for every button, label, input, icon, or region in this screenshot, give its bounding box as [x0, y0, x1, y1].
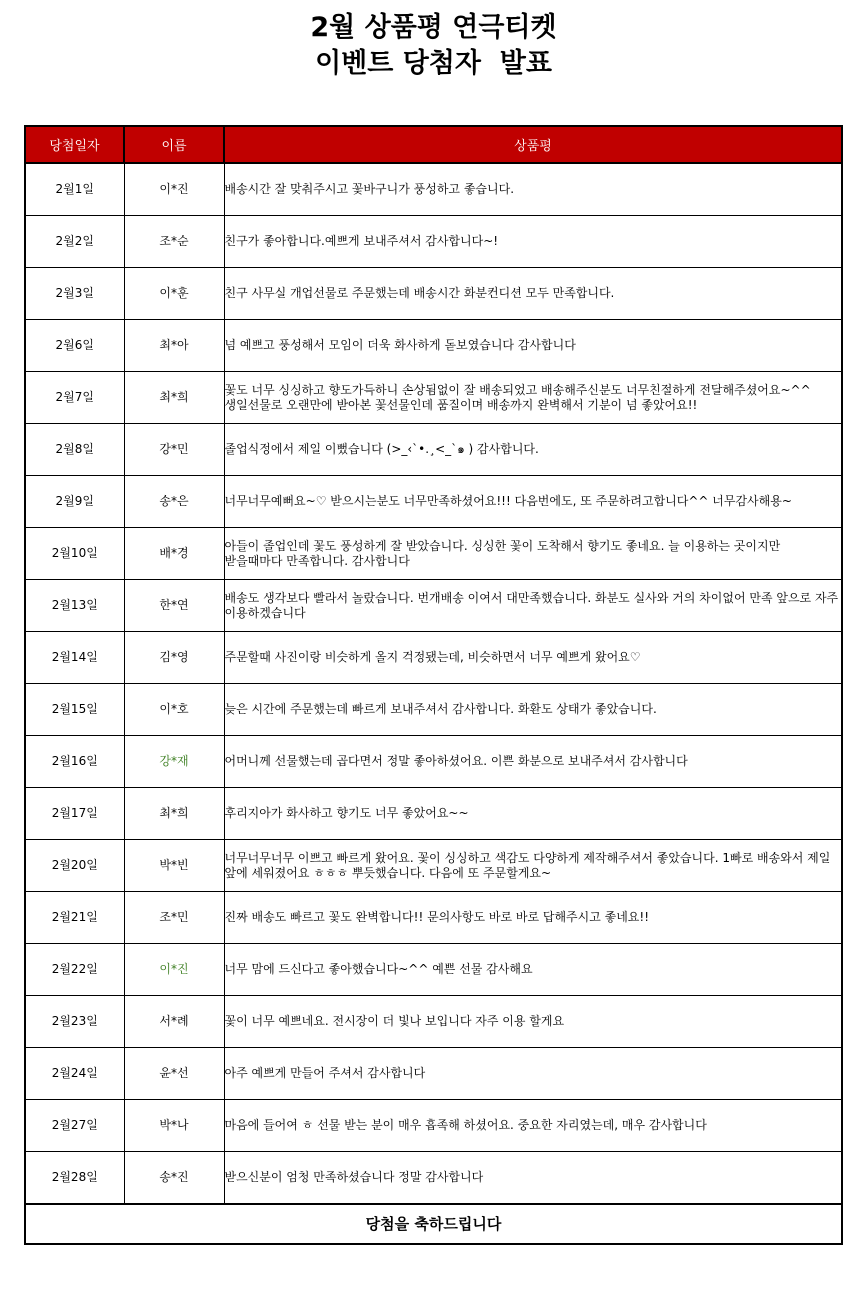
winner-name: 최*희: [124, 372, 224, 424]
win-date: 2월22일: [25, 944, 124, 996]
review-text: 늦은 시간에 주문했는데 빠르게 보내주셔서 감사합니다. 화환도 상태가 좋았습니다.: [224, 684, 842, 736]
win-date: 2월2일: [25, 216, 124, 268]
review-text: 마음에 들어여 ㅎ 선물 받는 분이 매우 흡족해 하셨어요. 중요한 자리였는데, 매우 감사합니다: [224, 1100, 842, 1152]
review-text: 졸업식정에서 제일 이뻤습니다 (>_‹`•.¸<_`๑ ) 감사합니다.: [224, 424, 842, 476]
review-text: 꽃도 너무 싱싱하고 향도가득하니 손상됨없이 잘 배송되었고 배송해주신분도 너무친절하게 전달해주셨어요~^^ 생일선물로 오랜만에 받아본 꽃선물인데 품질이며 배송까지 완벽해서 기분이 넘 좋았어요!!: [224, 372, 842, 424]
winner-name: 한*연: [124, 580, 224, 632]
table-row: [25, 424, 842, 476]
winner-name: 이*훈: [124, 268, 224, 320]
winner-name: 김*영: [124, 632, 224, 684]
table-row: [25, 320, 842, 372]
congrats-message: 당첨을 축하드립니다: [25, 1204, 842, 1244]
winner-name: 배*경: [124, 528, 224, 580]
review-text: 아주 예쁘게 만들어 주셔서 감사합니다: [224, 1048, 842, 1100]
win-date: 2월28일: [25, 1152, 124, 1205]
table-row: [25, 1100, 842, 1152]
table-row: [25, 476, 842, 528]
table-body: [25, 163, 842, 1204]
winner-name: 박*나: [124, 1100, 224, 1152]
winner-name: 이*호: [124, 684, 224, 736]
win-date: 2월7일: [25, 372, 124, 424]
table-row: [25, 892, 842, 944]
win-date: 2월10일: [25, 528, 124, 580]
winner-name: 이*진: [124, 944, 224, 996]
title-line-2: 이벤트 당첨자 발표: [315, 48, 552, 79]
column-header-date: 당첨일자: [25, 126, 124, 163]
winner-name: 조*순: [124, 216, 224, 268]
table-row: [25, 684, 842, 736]
review-text: 친구가 좋아합니다.예쁘게 보내주셔서 감사합니다~!: [224, 216, 842, 268]
win-date: 2월21일: [25, 892, 124, 944]
review-text: 주문할때 사진이랑 비슷하게 올지 걱정됐는데, 비슷하면서 너무 예쁘게 왔어요♡: [224, 632, 842, 684]
win-date: 2월9일: [25, 476, 124, 528]
win-date: 2월27일: [25, 1100, 124, 1152]
table-header-row: [25, 126, 842, 163]
review-text: 너무 맘에 드신다고 좋아했습니다~^^ 예쁜 선물 감사해요: [224, 944, 842, 996]
column-header-review: 상품평: [224, 126, 842, 163]
table-row: [25, 216, 842, 268]
winner-name: 윤*선: [124, 1048, 224, 1100]
review-text: 넘 예쁘고 풍성해서 모임이 더욱 화사하게 돋보였습니다 감사합니다: [224, 320, 842, 372]
table-row: [25, 944, 842, 996]
column-header-name: 이름: [124, 126, 224, 163]
win-date: 2월14일: [25, 632, 124, 684]
winners-table: [24, 125, 843, 1245]
winner-name: 최*희: [124, 788, 224, 840]
review-text: 친구 사무실 개업선물로 주문했는데 배송시간 화분컨디션 모두 만족합니다.: [224, 268, 842, 320]
review-text: 받으신분이 엄청 만족하셨습니다 정말 감사합니다: [224, 1152, 842, 1205]
review-text: 아들이 졸업인데 꽃도 풍성하게 잘 받았습니다. 싱싱한 꽃이 도착해서 향기도 좋네요. 늘 이용하는 곳이지만 받을때마다 만족합니다. 감사합니다: [224, 528, 842, 580]
page-title: [0, 10, 867, 82]
winner-name: 송*은: [124, 476, 224, 528]
review-text: 꽃이 너무 예쁘네요. 전시장이 더 빛나 보입니다 자주 이용 할게요: [224, 996, 842, 1048]
winner-name: 박*빈: [124, 840, 224, 892]
win-date: 2월15일: [25, 684, 124, 736]
review-text: 배송시간 잘 맞춰주시고 꽃바구니가 풍성하고 좋습니다.: [224, 163, 842, 216]
review-text: 어머니께 선물했는데 곱다면서 정말 좋아하셨어요. 이쁜 화분으로 보내주셔서 감사합니다: [224, 736, 842, 788]
table-row: [25, 268, 842, 320]
win-date: 2월1일: [25, 163, 124, 216]
win-date: 2월16일: [25, 736, 124, 788]
footer-row: [25, 1204, 842, 1244]
review-text: 너무너무예뻐요~♡ 받으시는분도 너무만족하셨어요!!! 다음번에도, 또 주문하려고합니다^^ 너무감사해용~: [224, 476, 842, 528]
review-text: 배송도 생각보다 빨라서 놀랐습니다. 번개배송 이여서 대만족했습니다. 화분도 실사와 거의 차이없어 만족 앞으로 자주 이용하겠습니다: [224, 580, 842, 632]
win-date: 2월20일: [25, 840, 124, 892]
table-row: [25, 528, 842, 580]
review-text: 진짜 배송도 빠르고 꽃도 완벽합니다!! 문의사항도 바로 바로 답해주시고 좋네요!!: [224, 892, 842, 944]
win-date: 2월3일: [25, 268, 124, 320]
table-row: [25, 163, 842, 216]
winner-name: 이*진: [124, 163, 224, 216]
win-date: 2월24일: [25, 1048, 124, 1100]
winner-name: 강*재: [124, 736, 224, 788]
win-date: 2월13일: [25, 580, 124, 632]
win-date: 2월6일: [25, 320, 124, 372]
title-line-1: 2월 상품평 연극티켓: [310, 12, 557, 43]
table-row: [25, 372, 842, 424]
winner-name: 조*민: [124, 892, 224, 944]
win-date: 2월8일: [25, 424, 124, 476]
winner-name: 서*례: [124, 996, 224, 1048]
table-row: [25, 632, 842, 684]
table-row: [25, 736, 842, 788]
review-text: 후리지아가 화사하고 향기도 너무 좋았어요~~: [224, 788, 842, 840]
winner-name: 강*민: [124, 424, 224, 476]
table-row: [25, 788, 842, 840]
win-date: 2월23일: [25, 996, 124, 1048]
table-row: [25, 580, 842, 632]
win-date: 2월17일: [25, 788, 124, 840]
winner-name: 송*진: [124, 1152, 224, 1205]
table-row: [25, 840, 842, 892]
table-row: [25, 996, 842, 1048]
winner-name: 최*아: [124, 320, 224, 372]
table-row: [25, 1048, 842, 1100]
review-text: 너무너무너무 이쁘고 빠르게 왔어요. 꽃이 싱싱하고 색감도 다양하게 제작해주셔서 좋았습니다. 1빠로 배송와서 제일 앞에 세워졌어요 ㅎㅎㅎ 뿌듯했습니다. 다음에 또 주문할게요~: [224, 840, 842, 892]
table-row: [25, 1152, 842, 1205]
